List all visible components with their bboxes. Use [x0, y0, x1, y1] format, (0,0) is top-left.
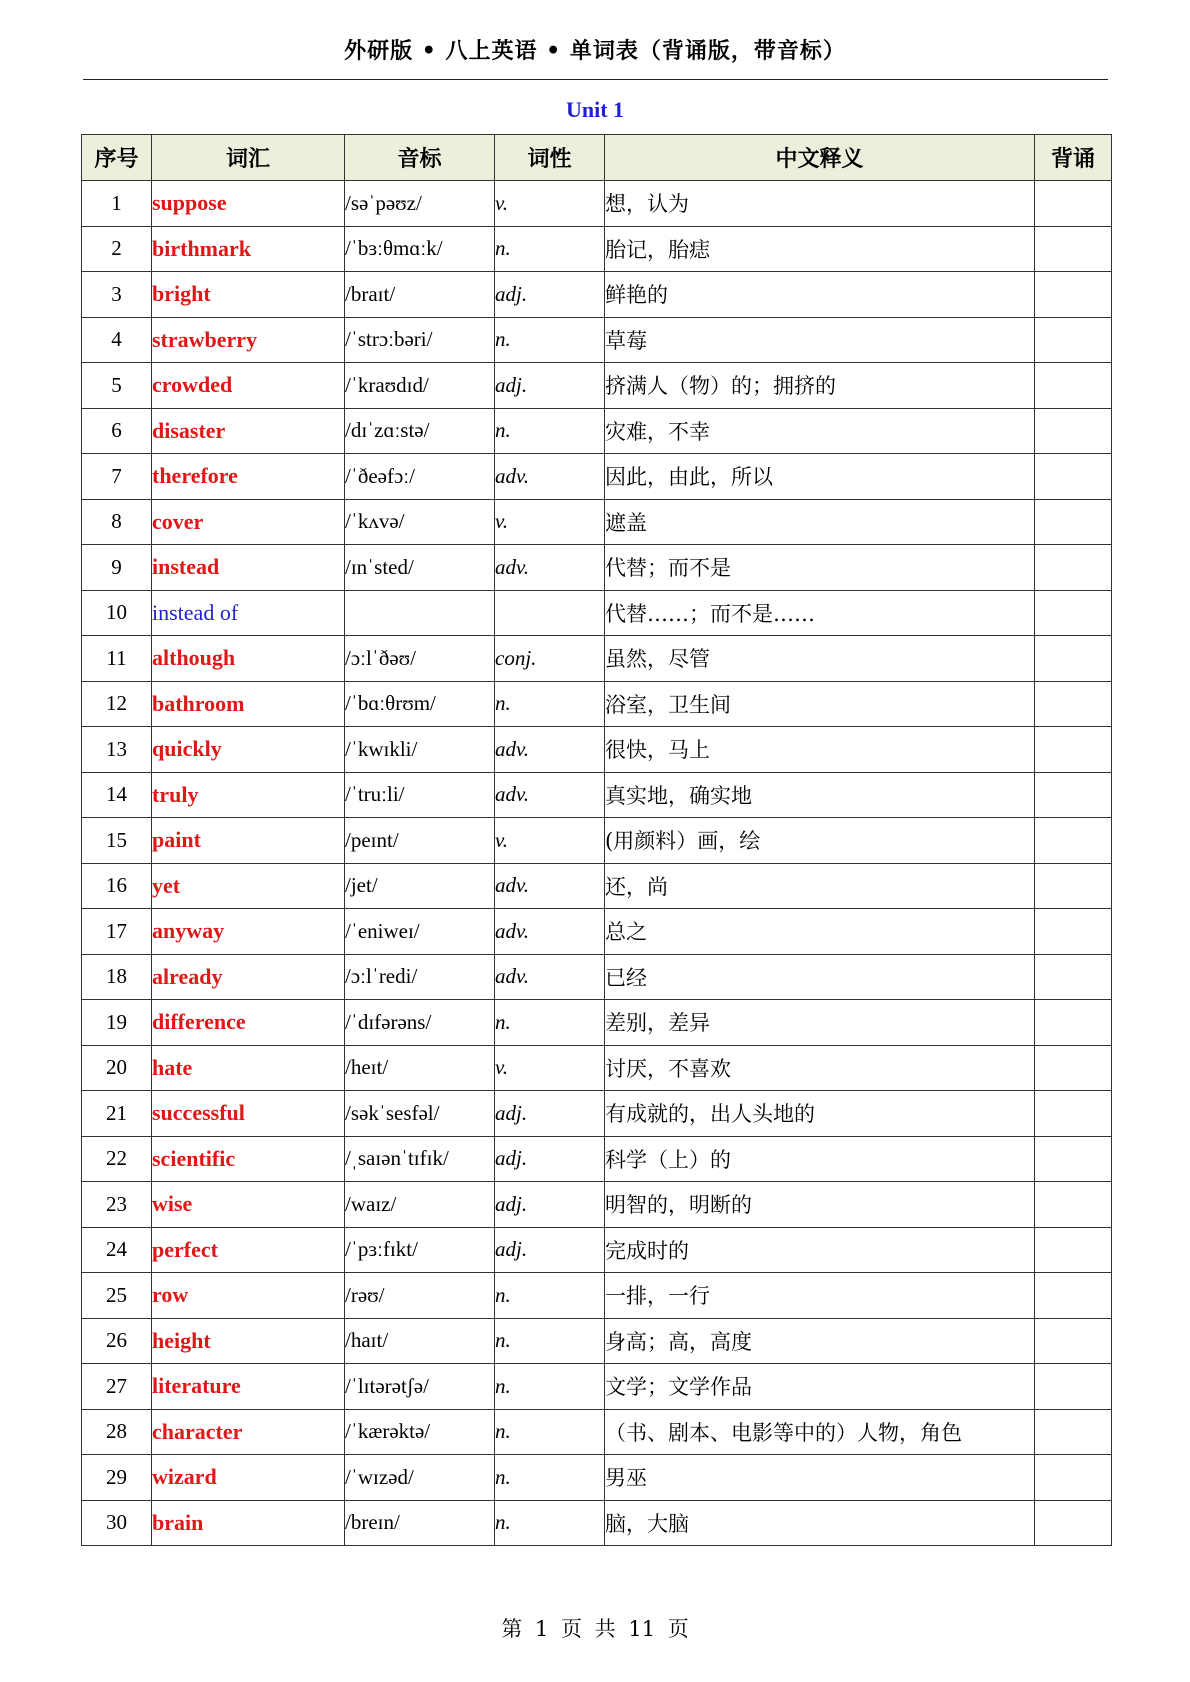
part-of-speech-cell: adv.	[495, 863, 605, 909]
part-of-speech-cell: v.	[495, 181, 605, 227]
meaning-cell: 浴室，卫生间	[605, 681, 1035, 727]
row-number: 10	[82, 590, 152, 636]
part-of-speech-cell: n.	[495, 1455, 605, 1501]
row-number: 20	[82, 1045, 152, 1091]
recite-cell	[1035, 772, 1112, 818]
recite-cell	[1035, 363, 1112, 409]
word-cell: scientific	[152, 1136, 345, 1182]
phonetic-cell: /ˈkwɪkli/	[345, 727, 495, 773]
row-number: 11	[82, 636, 152, 682]
meaning-cell: 代替……；而不是……	[605, 590, 1035, 636]
row-number: 4	[82, 317, 152, 363]
word-cell: brain	[152, 1500, 345, 1546]
word-cell: bright	[152, 272, 345, 318]
row-number: 21	[82, 1091, 152, 1137]
column-header-meaning: 中文释义	[605, 135, 1035, 181]
row-number: 3	[82, 272, 152, 318]
part-of-speech-cell: n.	[495, 1273, 605, 1319]
meaning-cell: (用颜料）画，绘	[605, 818, 1035, 864]
table-row	[82, 226, 1112, 272]
part-of-speech-cell: adv.	[495, 454, 605, 500]
phonetic-cell: /ˈwɪzəd/	[345, 1455, 495, 1501]
meaning-cell: 真实地，确实地	[605, 772, 1035, 818]
recite-cell	[1035, 818, 1112, 864]
word-cell: anyway	[152, 909, 345, 955]
row-number: 2	[82, 226, 152, 272]
word-cell: height	[152, 1318, 345, 1364]
row-number: 23	[82, 1182, 152, 1228]
table-row	[82, 1273, 1112, 1319]
recite-cell	[1035, 1136, 1112, 1182]
part-of-speech-cell: n.	[495, 1500, 605, 1546]
row-number: 7	[82, 454, 152, 500]
table-row	[82, 1091, 1112, 1137]
table-header-row	[82, 135, 1112, 181]
part-of-speech-cell: adj.	[495, 1182, 605, 1228]
word-cell: quickly	[152, 727, 345, 773]
table-row	[82, 1182, 1112, 1228]
phonetic-cell	[345, 590, 495, 636]
word-cell: successful	[152, 1091, 345, 1137]
meaning-cell: 灾难，不幸	[605, 408, 1035, 454]
table-row	[82, 545, 1112, 591]
row-number: 8	[82, 499, 152, 545]
row-number: 26	[82, 1318, 152, 1364]
meaning-cell: 总之	[605, 909, 1035, 955]
phonetic-cell: /breɪn/	[345, 1500, 495, 1546]
recite-cell	[1035, 909, 1112, 955]
recite-cell	[1035, 1091, 1112, 1137]
column-header-part-of-speech: 词性	[495, 135, 605, 181]
meaning-cell: 草莓	[605, 317, 1035, 363]
page-footer: 第 1 页 共 11 页	[501, 1617, 689, 1641]
word-cell: birthmark	[152, 226, 345, 272]
recite-cell	[1035, 1273, 1112, 1319]
phonetic-cell: /ˈkʌvə/	[345, 499, 495, 545]
recite-cell	[1035, 499, 1112, 545]
row-number: 1	[82, 181, 152, 227]
recite-cell	[1035, 1409, 1112, 1455]
meaning-cell: 身高；高，高度	[605, 1318, 1035, 1364]
phonetic-cell: /ˈeniweɪ/	[345, 909, 495, 955]
table-row	[82, 1409, 1112, 1455]
part-of-speech-cell: n.	[495, 226, 605, 272]
word-cell: row	[152, 1273, 345, 1319]
column-header-recite: 背诵	[1035, 135, 1112, 181]
row-number: 16	[82, 863, 152, 909]
part-of-speech-cell: adj.	[495, 363, 605, 409]
word-cell: crowded	[152, 363, 345, 409]
phonetic-cell: /ˈkraʊdɪd/	[345, 363, 495, 409]
word-cell: paint	[152, 818, 345, 864]
meaning-cell: 鲜艳的	[605, 272, 1035, 318]
word-cell: wizard	[152, 1455, 345, 1501]
part-of-speech-cell: adj.	[495, 1136, 605, 1182]
word-cell: bathroom	[152, 681, 345, 727]
row-number: 9	[82, 545, 152, 591]
row-number: 27	[82, 1364, 152, 1410]
meaning-cell: 胎记，胎痣	[605, 226, 1035, 272]
recite-cell	[1035, 454, 1112, 500]
part-of-speech-cell: n.	[495, 681, 605, 727]
part-of-speech-cell: adj.	[495, 1227, 605, 1273]
meaning-cell: 文学；文学作品	[605, 1364, 1035, 1410]
word-cell: therefore	[152, 454, 345, 500]
phonetic-cell: /ˈðeəfɔː/	[345, 454, 495, 500]
word-cell: although	[152, 636, 345, 682]
part-of-speech-cell: adj.	[495, 1091, 605, 1137]
table-row	[82, 1136, 1112, 1182]
table-row	[82, 1318, 1112, 1364]
phonetic-cell: /ɔːlˈredi/	[345, 954, 495, 1000]
recite-cell	[1035, 1364, 1112, 1410]
recite-cell	[1035, 636, 1112, 682]
recite-cell	[1035, 727, 1112, 773]
row-number: 19	[82, 1000, 152, 1046]
part-of-speech-cell: adj.	[495, 272, 605, 318]
table-row	[82, 727, 1112, 773]
meaning-cell: 虽然，尽管	[605, 636, 1035, 682]
phonetic-cell: /heɪt/	[345, 1045, 495, 1091]
word-cell: already	[152, 954, 345, 1000]
row-number: 17	[82, 909, 152, 955]
meaning-cell: 还，尚	[605, 863, 1035, 909]
word-cell: hate	[152, 1045, 345, 1091]
phonetic-cell: /səˈpəʊz/	[345, 181, 495, 227]
phrase-cell: instead of	[152, 590, 345, 636]
row-number: 5	[82, 363, 152, 409]
part-of-speech-cell: adv.	[495, 545, 605, 591]
part-of-speech-cell: n.	[495, 1364, 605, 1410]
recite-cell	[1035, 181, 1112, 227]
table-row	[82, 1455, 1112, 1501]
row-number: 12	[82, 681, 152, 727]
table-row	[82, 1500, 1112, 1546]
part-of-speech-cell: v.	[495, 499, 605, 545]
phonetic-cell: /waɪz/	[345, 1182, 495, 1228]
row-number: 6	[82, 408, 152, 454]
part-of-speech-cell: adv.	[495, 727, 605, 773]
phonetic-cell: /dɪˈzɑːstə/	[345, 408, 495, 454]
meaning-cell: 差别，差异	[605, 1000, 1035, 1046]
table-row	[82, 636, 1112, 682]
word-cell: strawberry	[152, 317, 345, 363]
phonetic-cell: /ɪnˈsted/	[345, 545, 495, 591]
row-number: 25	[82, 1273, 152, 1319]
meaning-cell: 代替；而不是	[605, 545, 1035, 591]
word-cell: cover	[152, 499, 345, 545]
table-row	[82, 1227, 1112, 1273]
row-number: 29	[82, 1455, 152, 1501]
meaning-cell: 男巫	[605, 1455, 1035, 1501]
table-row	[82, 954, 1112, 1000]
word-cell: disaster	[152, 408, 345, 454]
phonetic-cell: /jet/	[345, 863, 495, 909]
recite-cell	[1035, 272, 1112, 318]
table-row	[82, 909, 1112, 955]
meaning-cell: 科学（上）的	[605, 1136, 1035, 1182]
recite-cell	[1035, 1318, 1112, 1364]
part-of-speech-cell: conj.	[495, 636, 605, 682]
table-row	[82, 499, 1112, 545]
phonetic-cell: /haɪt/	[345, 1318, 495, 1364]
phonetic-cell: /ˌsaɪənˈtɪfɪk/	[345, 1136, 495, 1182]
recite-cell	[1035, 954, 1112, 1000]
phonetic-cell: /braɪt/	[345, 272, 495, 318]
vocabulary-table	[81, 134, 1112, 1546]
table-body	[82, 181, 1112, 1546]
table-row	[82, 181, 1112, 227]
recite-cell	[1035, 1000, 1112, 1046]
phonetic-cell: /ˈbɜːθmɑːk/	[345, 226, 495, 272]
row-number: 24	[82, 1227, 152, 1273]
word-cell: perfect	[152, 1227, 345, 1273]
phonetic-cell: /ˈpɜːfɪkt/	[345, 1227, 495, 1273]
meaning-cell: 明智的，明断的	[605, 1182, 1035, 1228]
part-of-speech-cell: v.	[495, 1045, 605, 1091]
meaning-cell: （书、剧本、电影等中的）人物，角色	[605, 1409, 1035, 1455]
unit-heading: Unit 1	[565, 97, 625, 122]
column-header-number: 序号	[82, 135, 152, 181]
phonetic-cell: /ˈbɑːθrʊm/	[345, 681, 495, 727]
meaning-cell: 脑，大脑	[605, 1500, 1035, 1546]
table-row	[82, 272, 1112, 318]
phonetic-cell: /rəʊ/	[345, 1273, 495, 1319]
part-of-speech-cell	[495, 590, 605, 636]
word-cell: yet	[152, 863, 345, 909]
meaning-cell: 有成就的，出人头地的	[605, 1091, 1035, 1137]
row-number: 13	[82, 727, 152, 773]
part-of-speech-cell: adv.	[495, 772, 605, 818]
recite-cell	[1035, 545, 1112, 591]
phonetic-cell: /ˈstrɔːbəri/	[345, 317, 495, 363]
recite-cell	[1035, 408, 1112, 454]
phonetic-cell: /ˈlɪtərətʃə/	[345, 1364, 495, 1410]
part-of-speech-cell: n.	[495, 1000, 605, 1046]
table-row	[82, 317, 1112, 363]
row-number: 28	[82, 1409, 152, 1455]
phonetic-cell: /peɪnt/	[345, 818, 495, 864]
meaning-cell: 因此，由此，所以	[605, 454, 1035, 500]
recite-cell	[1035, 590, 1112, 636]
document-title: 外研版 • 八上英语 • 单词表（背诵版，带音标）	[344, 38, 846, 64]
row-number: 15	[82, 818, 152, 864]
part-of-speech-cell: adv.	[495, 954, 605, 1000]
word-cell: literature	[152, 1364, 345, 1410]
table-row	[82, 454, 1112, 500]
phonetic-cell: /səkˈsesfəl/	[345, 1091, 495, 1137]
table-row	[82, 363, 1112, 409]
part-of-speech-cell: n.	[495, 1409, 605, 1455]
table-row	[82, 1045, 1112, 1091]
recite-cell	[1035, 1045, 1112, 1091]
meaning-cell: 挤满人（物）的；拥挤的	[605, 363, 1035, 409]
word-cell: difference	[152, 1000, 345, 1046]
meaning-cell: 完成时的	[605, 1227, 1035, 1273]
recite-cell	[1035, 317, 1112, 363]
recite-cell	[1035, 226, 1112, 272]
header-divider	[83, 79, 1108, 80]
table-row	[82, 818, 1112, 864]
recite-cell	[1035, 863, 1112, 909]
row-number: 14	[82, 772, 152, 818]
part-of-speech-cell: adv.	[495, 909, 605, 955]
column-header-word: 词汇	[152, 135, 345, 181]
row-number: 30	[82, 1500, 152, 1546]
word-cell: instead	[152, 545, 345, 591]
word-cell: suppose	[152, 181, 345, 227]
word-cell: character	[152, 1409, 345, 1455]
part-of-speech-cell: n.	[495, 317, 605, 363]
meaning-cell: 想，认为	[605, 181, 1035, 227]
recite-cell	[1035, 1182, 1112, 1228]
table-row	[82, 1364, 1112, 1410]
part-of-speech-cell: n.	[495, 1318, 605, 1364]
meaning-cell: 很快，马上	[605, 727, 1035, 773]
meaning-cell: 已经	[605, 954, 1035, 1000]
row-number: 22	[82, 1136, 152, 1182]
table-row	[82, 1000, 1112, 1046]
phonetic-cell: /ˈtruːli/	[345, 772, 495, 818]
recite-cell	[1035, 681, 1112, 727]
word-cell: wise	[152, 1182, 345, 1228]
meaning-cell: 遮盖	[605, 499, 1035, 545]
table-row	[82, 408, 1112, 454]
part-of-speech-cell: v.	[495, 818, 605, 864]
column-header-phonetic: 音标	[345, 135, 495, 181]
meaning-cell: 一排，一行	[605, 1273, 1035, 1319]
word-cell: truly	[152, 772, 345, 818]
table-row	[82, 772, 1112, 818]
phonetic-cell: /ɔːlˈðəʊ/	[345, 636, 495, 682]
recite-cell	[1035, 1227, 1112, 1273]
table-row	[82, 863, 1112, 909]
table-row	[82, 681, 1112, 727]
phonetic-cell: /ˈkærəktə/	[345, 1409, 495, 1455]
row-number: 18	[82, 954, 152, 1000]
recite-cell	[1035, 1500, 1112, 1546]
table-row	[82, 590, 1112, 636]
meaning-cell: 讨厌，不喜欢	[605, 1045, 1035, 1091]
phonetic-cell: /ˈdɪfərəns/	[345, 1000, 495, 1046]
recite-cell	[1035, 1455, 1112, 1501]
part-of-speech-cell: n.	[495, 408, 605, 454]
